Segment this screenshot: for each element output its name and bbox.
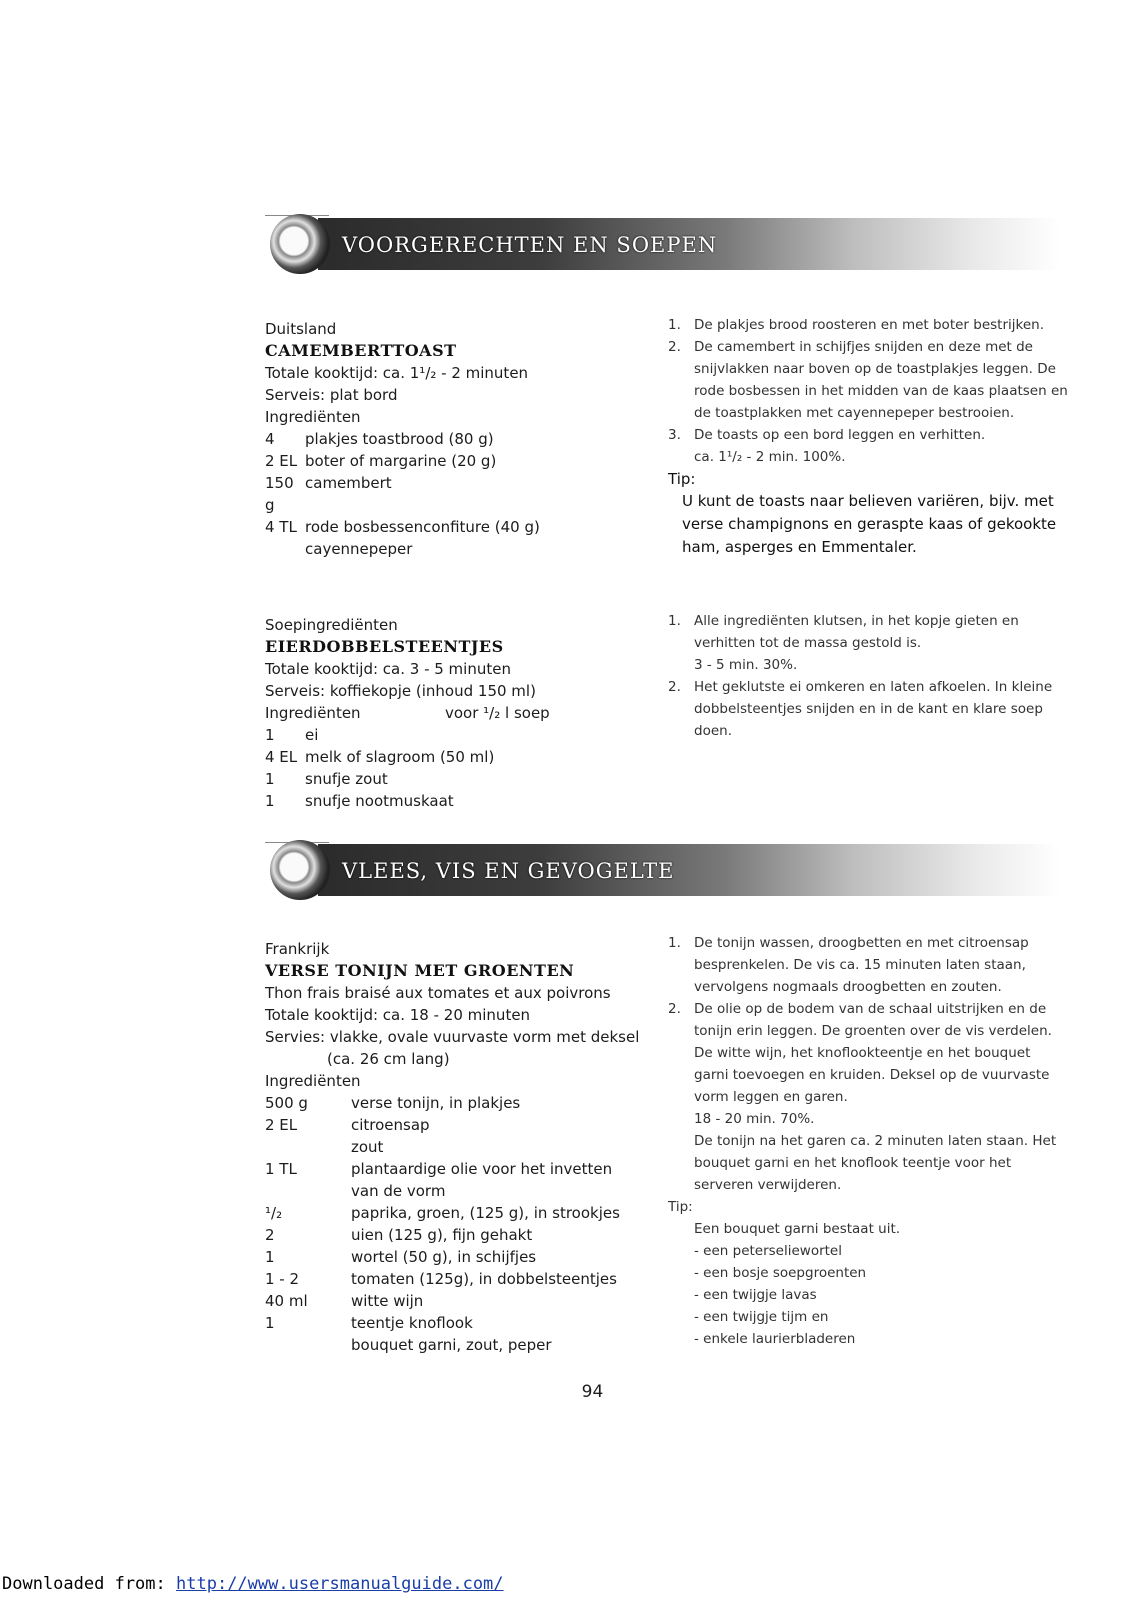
ingredient-text: witte wijn xyxy=(351,1292,424,1310)
ingredient-quantity: 1 xyxy=(265,770,275,788)
ingredient-quantity xyxy=(265,538,305,560)
ingredient-row xyxy=(265,428,645,450)
ingredients-header: Ingrediënten xyxy=(265,1072,361,1090)
recipe-camembert-info xyxy=(265,318,645,560)
step-text: Alle ingrediënten klutsen, in het kopje gieten en verhitten tot de massa gestold is. xyxy=(694,613,1019,651)
ingredient-quantity: 1 TL xyxy=(265,1160,297,1178)
tip-list-item: - een peterseliewortel xyxy=(694,1243,842,1259)
ingredient-quantity: 1 - 2 xyxy=(265,1270,300,1288)
footer-label: Downloaded from: xyxy=(2,1574,166,1594)
ingredient-text: citroensap xyxy=(351,1116,430,1134)
ingredient-text: snufje nootmuskaat xyxy=(305,792,454,810)
recipe-title: CAMEMBERTTOAST xyxy=(265,341,457,360)
ingredient-text: van de vorm xyxy=(351,1182,446,1200)
ingredient-quantity: 4 EL xyxy=(265,748,298,766)
ingredient-text: uien (125 g), fijn gehakt xyxy=(351,1226,533,1244)
tip-label: Tip: xyxy=(668,1199,693,1215)
step-text: Het geklutste ei omkeren en laten afkoelen. In kleine dobbelsteentjes snijden en in de kant en klare soep doen. xyxy=(694,679,1053,739)
plate-icon xyxy=(270,840,330,900)
tip-list-item: - enkele laurierbladeren xyxy=(694,1331,856,1347)
ingredient-text: plakjes toastbrood (80 g) xyxy=(305,430,494,448)
tip-list-item: - een twijgje tijm en xyxy=(694,1309,829,1325)
ingredients-quantity-for: voor ¹/₂ l soep xyxy=(445,704,550,722)
serving-dish: Serveis: plat bord xyxy=(265,386,398,404)
ingredient-list xyxy=(265,428,645,560)
step xyxy=(668,676,1068,742)
ingredient-quantity: 1 xyxy=(265,1314,275,1332)
ingredient-row xyxy=(265,724,645,746)
recipe-subtitle: Thon frais braisé aux tomates et aux poivrons xyxy=(265,984,611,1002)
step-number: 2. xyxy=(668,679,681,695)
ingredient-list xyxy=(265,724,645,812)
recipe-origin: Frankrijk xyxy=(265,940,330,958)
step-number: 1. xyxy=(668,317,681,333)
ingredient-quantity: 4 xyxy=(265,430,275,448)
ingredient-quantity: 500 g xyxy=(265,1094,308,1112)
recipe-tuna-info xyxy=(265,938,650,1356)
ingredient-row xyxy=(265,516,645,538)
ingredient-text: tomaten (125g), in dobbelsteentjes xyxy=(351,1270,617,1288)
ingredient-quantity: 2 EL xyxy=(265,1116,298,1134)
recipe-title: EIERDOBBELSTEENTJES xyxy=(265,637,504,656)
section-banner-starters xyxy=(270,214,1060,276)
ingredient-row xyxy=(265,1136,650,1158)
ingredient-quantity: 4 TL xyxy=(265,518,297,536)
section-title: VLEES, VIS EN GEVOGELTE xyxy=(342,859,675,883)
ingredient-quantity: 2 EL xyxy=(265,452,298,470)
ingredient-row xyxy=(265,1312,650,1334)
standing-time-note: De tonijn na het garen ca. 2 minuten laten staan. Het bouquet garni en het knoflook teentje voor het serveren verwijderen. xyxy=(694,1133,1057,1193)
step xyxy=(668,932,1068,998)
cooking-time: Totale kooktijd: ca. 3 - 5 minuten xyxy=(265,660,511,678)
ingredient-list xyxy=(265,1092,650,1356)
ingredient-row xyxy=(265,450,645,472)
recipe-egg-cubes-steps xyxy=(668,610,1068,742)
ingredient-quantity xyxy=(265,1334,351,1356)
tip-label: Tip: xyxy=(668,470,696,488)
step-number: 1. xyxy=(668,935,681,951)
ingredients-header: Ingrediënten xyxy=(265,704,361,722)
serving-dish: Servies: vlakke, ovale vuurvaste vorm met deksel xyxy=(265,1028,640,1046)
ingredient-text: cayennepeper xyxy=(305,540,413,558)
microwave-setting: 3 - 5 min. 30%. xyxy=(694,657,798,673)
ingredient-text: snufje zout xyxy=(305,770,388,788)
ingredient-text: boter of margarine (20 g) xyxy=(305,452,497,470)
ingredient-row xyxy=(265,1114,650,1136)
ingredient-text: camembert xyxy=(305,474,392,492)
microwave-setting: 18 - 20 min. 70%. xyxy=(694,1111,815,1127)
ingredient-text: plantaardige olie voor het invetten xyxy=(351,1160,613,1178)
ingredients-header: Ingrediënten xyxy=(265,408,361,426)
serving-dish-size: (ca. 26 cm lang) xyxy=(327,1050,450,1068)
ingredient-quantity: 1 xyxy=(265,792,275,810)
serving-dish: Serveis: koffiekopje (inhoud 150 ml) xyxy=(265,682,536,700)
ingredient-quantity: 1 xyxy=(265,1248,275,1266)
ingredient-text: teentje knoflook xyxy=(351,1314,473,1332)
footer-link[interactable]: http://www.usersmanualguide.com/ xyxy=(176,1574,504,1594)
step-text: De camembert in schijfjes snijden en deze met de snijvlakken naar boven op de toastplakjes leggen. De rode bosbessen in het midden van de kaas plaatsen en de toastplakken met cayennepeper bestrooien. xyxy=(694,339,1068,421)
ingredient-row xyxy=(265,538,645,560)
tip-list xyxy=(668,1240,1068,1350)
page-number: 94 xyxy=(581,1382,604,1402)
tip-text: U kunt de toasts naar believen variëren, bijv. met verse champignons en geraspte kaas of gekookte ham, asperges en Emmentaler. xyxy=(682,492,1057,556)
ingredient-row xyxy=(265,1092,650,1114)
recipe-tuna-steps xyxy=(668,932,1068,1350)
footer xyxy=(2,1574,504,1594)
ingredient-row xyxy=(265,790,645,812)
recipe-camembert-steps xyxy=(668,314,1068,559)
ingredient-row xyxy=(265,768,645,790)
ingredient-text: zout xyxy=(351,1138,384,1156)
ingredient-quantity: 150 g xyxy=(265,474,294,514)
tip-list-item: - een twijgje lavas xyxy=(694,1287,817,1303)
ingredient-row xyxy=(265,1158,650,1180)
step xyxy=(668,336,1068,424)
step-number: 1. xyxy=(668,613,681,629)
ingredient-text: paprika, groen, (125 g), in strookjes xyxy=(351,1204,620,1222)
section-banner-meat-fish xyxy=(270,840,1060,902)
ingredient-quantity: ¹/₂ xyxy=(265,1204,283,1222)
step-text: De plakjes brood roosteren en met boter bestrijken. xyxy=(694,317,1045,333)
recipe-title: VERSE TONIJN MET GROENTEN xyxy=(265,961,575,980)
ingredient-text: verse tonijn, in plakjes xyxy=(351,1094,521,1112)
ingredient-quantity xyxy=(265,1180,351,1202)
ingredient-row xyxy=(265,1180,650,1202)
ingredient-row xyxy=(265,1290,650,1312)
microwave-setting: ca. 1¹/₂ - 2 min. 100%. xyxy=(694,449,846,465)
section-title: VOORGERECHTEN EN SOEPEN xyxy=(342,233,718,257)
ingredient-row xyxy=(265,1268,650,1290)
step-number: 2. xyxy=(668,339,681,355)
tip-intro: Een bouquet garni bestaat uit. xyxy=(694,1221,901,1237)
step xyxy=(668,424,1068,446)
ingredient-row xyxy=(265,472,645,516)
ingredient-text: wortel (50 g), in schijfjes xyxy=(351,1248,537,1266)
step-number: 3. xyxy=(668,427,681,443)
ingredient-text: bouquet garni, zout, peper xyxy=(351,1336,552,1354)
step-list xyxy=(668,314,1068,446)
ingredient-quantity: 40 ml xyxy=(265,1292,308,1310)
cooking-time: Totale kooktijd: ca. 1¹/₂ - 2 minuten xyxy=(265,364,529,382)
ingredient-quantity: 1 xyxy=(265,726,275,744)
step xyxy=(668,998,1068,1108)
ingredient-quantity xyxy=(265,1136,351,1158)
step-text: De olie op de bodem van de schaal uitstrijken en de tonijn erin leggen. De groenten over de vis verdelen. De witte wijn, het knoflookteentje en het bouquet garni toevoegen en kruiden. Deksel op de vuurvaste vorm leggen en garen. xyxy=(694,1001,1052,1105)
recipe-egg-cubes-info xyxy=(265,614,645,812)
tip-list-item: - een bosje soepgroenten xyxy=(694,1265,867,1281)
step xyxy=(668,314,1068,336)
ingredient-row xyxy=(265,1202,650,1224)
step xyxy=(668,610,1068,654)
ingredients-header-row xyxy=(265,702,645,724)
ingredient-text: rode bosbessenconfiture (40 g) xyxy=(305,518,540,536)
recipe-origin: Soepingrediënten xyxy=(265,616,398,634)
ingredient-row xyxy=(265,1246,650,1268)
recipe-origin: Duitsland xyxy=(265,320,337,338)
step-text: De toasts op een bord leggen en verhitten. xyxy=(694,427,986,443)
ingredient-text: melk of slagroom (50 ml) xyxy=(305,748,495,766)
ingredient-text: ei xyxy=(305,726,319,744)
plate-icon xyxy=(270,214,330,274)
ingredient-quantity: 2 xyxy=(265,1226,275,1244)
ingredient-row xyxy=(265,1334,650,1356)
step-number: 2. xyxy=(668,1001,681,1017)
step-text: De tonijn wassen, droogbetten en met citroensap besprenkelen. De vis ca. 15 minuten laten staan, vervolgens nogmaals droogbetten en zouten. xyxy=(694,935,1029,995)
ingredient-row xyxy=(265,1224,650,1246)
ingredient-row xyxy=(265,746,645,768)
cooking-time: Totale kooktijd: ca. 18 - 20 minuten xyxy=(265,1006,531,1024)
